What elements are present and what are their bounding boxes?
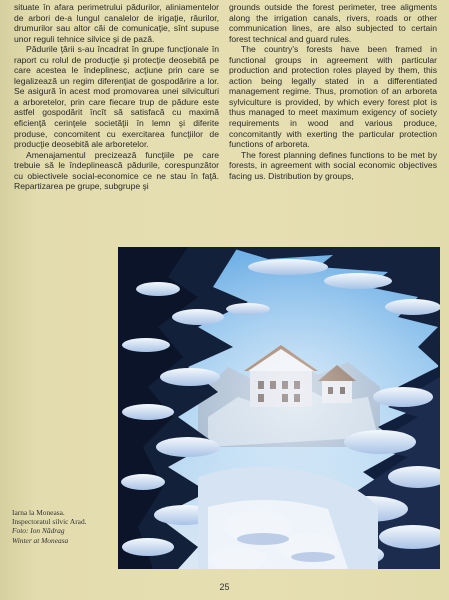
paragraph: The country's forests have been framed in functional groups in agreement with particular production and protection roles played by them, this action being legally stated in a differentiated management regime. Thus, promotion of an arboreta sylviculture is provided, by which every forest plot is thus managed to meet maximum exigency of society requirements in wood and various produce, concomitantly with exerting the particular protection functions of arboreta. xyxy=(229,44,437,150)
paragraph: The forest planning defines functions to be met by forests, in agreement with social economic objectives facing us. Distribution by groups, xyxy=(229,149,437,181)
paragraph: situate în afara perimetrului pădurilor, aliniamentelor de arbori de-a lungul canalelor de irigaţie, râurilor, drumurilor sau altor căi de comunicaţie, sînt supuse unor reguli tehnice silvice şi de pază. xyxy=(14,2,219,44)
winter-forest-photo xyxy=(118,247,440,569)
english-text-column xyxy=(229,2,437,181)
caption-photographer: Foto: Ion Nădrag xyxy=(12,526,65,536)
paragraph: Amenajamentul precizează funcţiile pe care trebuie să le îndeplinească pădurile, corespunzător cu obiectivele social-economice ce ne stau în faţă. Repartizarea pe grupe, subgrupe şi xyxy=(14,149,219,192)
page-number: 25 xyxy=(219,582,230,592)
caption-english: Winter at Moneasa xyxy=(12,535,69,545)
caption-source: Inspectoratul silvic Arad. xyxy=(12,517,87,527)
paragraph: grounds outside the forest perimeter, tree aligments along the irrigation canals, rivers, roads or other communication lines, are also subjected to certain forest technical and guard rules. xyxy=(229,2,437,44)
paragraph: Pădurile ţării s-au încadrat în grupe funcţionale în raport cu rolul de producţie şi protecţie deosebită pe care acestea le îndeplinesc, acţiune prin care se legalizează un regim diferenţiat de gospodărire a lor. Se asigură în acest mod promovarea unei silviculturi a arboretelor, prin care fiecare trup de pădure este astfel gospodărit încît să satisfacă cu maximă eficienţă cerinţele societăţii în lemn şi diferite produse, concomitent cu exercitarea funcţiilor de producţie deosebită ale arboretelor. xyxy=(14,44,219,150)
romanian-text-column xyxy=(14,2,219,192)
caption-title: Iarna la Moneasa. xyxy=(12,508,65,517)
photo-caption xyxy=(12,508,116,545)
